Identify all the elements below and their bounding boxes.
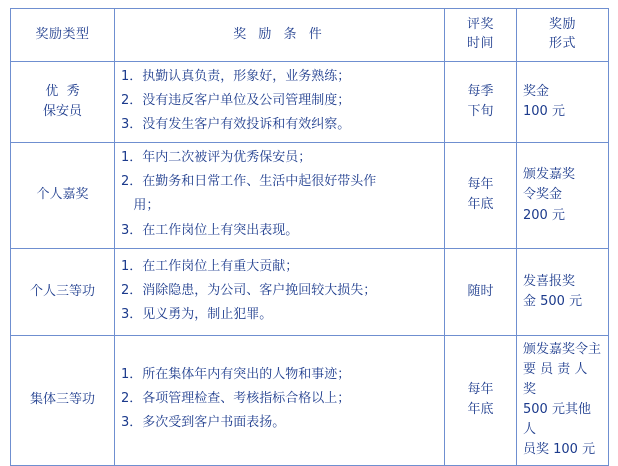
header-review-time-line2: 时间 (466, 36, 494, 51)
reward-table (10, 8, 609, 466)
form-line: 员奖 100 元 (523, 442, 596, 458)
time-line: 年底 (467, 197, 494, 213)
header-reward-form-line2: 形式 (548, 36, 576, 51)
cell-reward-condition (115, 248, 445, 335)
condition-list (121, 256, 438, 326)
condition-item: 2．各项管理检查、考核指标合格以上； (121, 391, 351, 407)
type-line: 保安员 (42, 104, 82, 120)
cell-reward-type (11, 248, 115, 335)
cell-reward-condition (115, 335, 445, 465)
time-line: 年底 (467, 402, 494, 418)
form-line: 奖金 (523, 84, 550, 99)
condition-item: 1．所在集体年内有突出的人物和事迹； (121, 366, 351, 382)
condition-item: 2．在勤务和日常工作、生活中起很好带头作 (121, 174, 377, 190)
cell-reward-condition (115, 143, 445, 248)
cell-review-time (445, 248, 517, 335)
condition-item: 1．在工作岗位上有重大贡献； (121, 258, 299, 274)
time-line: 每季 (467, 84, 494, 99)
form-line: 发喜报奖 (523, 273, 576, 289)
header-reward-condition: 奖 励 条 件 (115, 9, 445, 62)
type-line: 优 秀 (45, 84, 80, 99)
form-line: 100 元 (523, 104, 565, 120)
condition-item: 2．没有违反客户单位及公司管理制度； (121, 93, 351, 109)
header-reward-form (517, 9, 609, 62)
header-review-time (445, 9, 517, 62)
condition-list (121, 66, 438, 136)
table-header (11, 9, 609, 62)
form-line: 颁发嘉奖令主 (523, 341, 602, 357)
condition-item: 1．执勤认真负责，形象好，业务熟练； (121, 69, 351, 84)
table-body (11, 62, 609, 466)
cell-reward-type (11, 335, 115, 465)
form-line: 500 元其他人 (523, 402, 591, 438)
header-review-time-line1: 评奖 (466, 17, 494, 33)
form-line: 金 500 元 (523, 293, 583, 309)
table-header-row (11, 9, 609, 62)
table-row (11, 143, 609, 248)
table-row (11, 62, 609, 143)
cell-review-time (445, 62, 517, 143)
cell-review-time (445, 143, 517, 248)
header-reward-type: 奖励类型 (11, 9, 115, 62)
condition-item: 3．在工作岗位上有突出表现。 (121, 222, 299, 238)
time-line: 每年 (467, 177, 494, 193)
condition-item: 3．见义勇为，制止犯罪。 (121, 306, 273, 322)
condition-item: 用； (121, 198, 160, 214)
form-line: 令奖金 (523, 187, 563, 203)
condition-item: 2．消除隐患，为公司、客户挽回较大损失； (121, 282, 377, 298)
condition-list (121, 364, 438, 434)
form-line: 要 员 责 人 奖 (523, 361, 588, 397)
condition-list (121, 147, 438, 241)
cell-reward-form (517, 62, 609, 143)
header-reward-form-line1: 奖励 (548, 17, 576, 33)
cell-reward-form (517, 335, 609, 465)
cell-review-time (445, 335, 517, 465)
cell-reward-form (517, 143, 609, 248)
type-line: 个人嘉奖 (36, 187, 89, 203)
condition-item: 3．多次受到客户书面表扬。 (121, 415, 286, 431)
condition-item: 3．没有发生客户有效投诉和有效纠察。 (121, 117, 351, 133)
form-line: 颁发嘉奖 (523, 167, 576, 183)
time-line: 每年 (467, 381, 494, 397)
time-line: 随时 (467, 283, 494, 299)
cell-reward-condition (115, 62, 445, 143)
type-line: 集体三等功 (29, 392, 95, 407)
condition-item: 1．年内二次被评为优秀保安员； (121, 150, 312, 166)
cell-reward-form (517, 248, 609, 335)
form-line: 200 元 (523, 207, 565, 223)
cell-reward-type (11, 62, 115, 143)
table-row (11, 248, 609, 335)
type-line: 个人三等功 (29, 283, 95, 299)
cell-reward-type (11, 143, 115, 248)
table-row (11, 335, 609, 465)
time-line: 下旬 (467, 104, 494, 120)
